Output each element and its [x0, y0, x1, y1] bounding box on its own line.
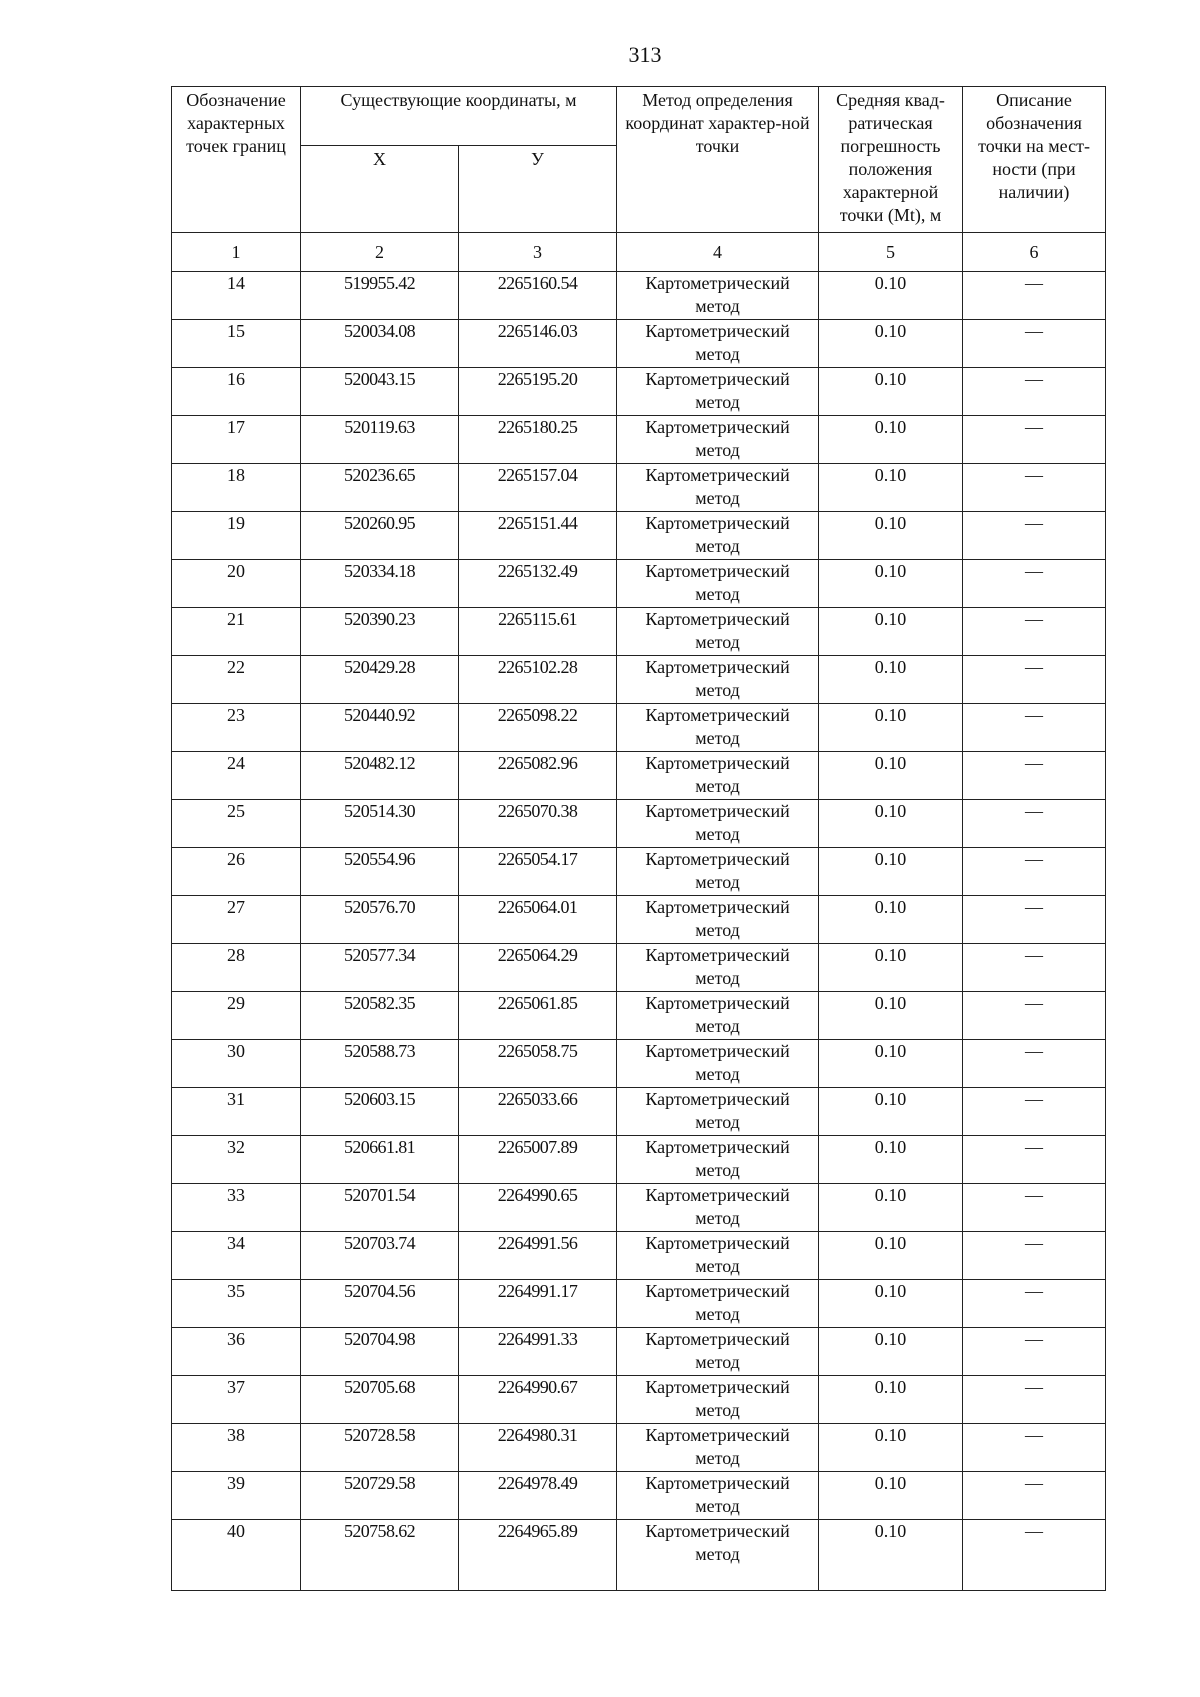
- description-cell: —: [963, 752, 1106, 800]
- method-cell: [617, 1088, 819, 1136]
- x-coordinate: 520034.08: [301, 320, 459, 368]
- method-line-1: Картометрический: [645, 321, 790, 341]
- table-row: [172, 800, 1106, 848]
- point-number: 22: [172, 656, 301, 704]
- method-line-1: Картометрический: [645, 849, 790, 869]
- method-line-1: Картометрический: [645, 1329, 790, 1349]
- y-coordinate: 2265146.03: [459, 320, 617, 368]
- method-cell: [617, 1328, 819, 1376]
- method-line-2: метод: [695, 1352, 740, 1372]
- mean-error: 0.10: [819, 1472, 963, 1520]
- x-coordinate: 520701.54: [301, 1184, 459, 1232]
- x-coordinate: 520554.96: [301, 848, 459, 896]
- method-cell: [617, 512, 819, 560]
- y-coordinate: 2265098.22: [459, 704, 617, 752]
- method-cell: [617, 272, 819, 320]
- method-line-1: Картометрический: [645, 1281, 790, 1301]
- page-number: 313: [628, 42, 662, 67]
- table-header: [172, 87, 1106, 272]
- table-row: [172, 1376, 1106, 1424]
- column-number: 2: [301, 233, 459, 272]
- description-cell: —: [963, 272, 1106, 320]
- x-coordinate: 520729.58: [301, 1472, 459, 1520]
- x-coordinate: 520119.63: [301, 416, 459, 464]
- table-row: [172, 560, 1106, 608]
- table-row: [172, 704, 1106, 752]
- y-coordinate: 2265007.89: [459, 1136, 617, 1184]
- method-line-1: Картометрический: [645, 897, 790, 917]
- x-coordinate: 520603.15: [301, 1088, 459, 1136]
- table-row: [172, 1040, 1106, 1088]
- description-cell: —: [963, 1184, 1106, 1232]
- description-cell: —: [963, 992, 1106, 1040]
- method-cell: [617, 560, 819, 608]
- x-coordinate: 520429.28: [301, 656, 459, 704]
- method-line-2: метод: [695, 1208, 740, 1228]
- mean-error: 0.10: [819, 464, 963, 512]
- y-coordinate: 2265160.54: [459, 272, 617, 320]
- mean-error: 0.10: [819, 944, 963, 992]
- method-line-2: метод: [695, 1544, 740, 1564]
- column-number: 5: [819, 233, 963, 272]
- table-row: [172, 1280, 1106, 1328]
- point-number: 37: [172, 1376, 301, 1424]
- table-row: [172, 1088, 1106, 1136]
- description-cell: —: [963, 320, 1106, 368]
- mean-error: 0.10: [819, 1040, 963, 1088]
- table-row: [172, 896, 1106, 944]
- method-cell: [617, 320, 819, 368]
- method-cell: [617, 416, 819, 464]
- x-coordinate: 520514.30: [301, 800, 459, 848]
- method-line-1: Картометрический: [645, 609, 790, 629]
- description-cell: —: [963, 608, 1106, 656]
- mean-error: 0.10: [819, 1184, 963, 1232]
- point-number: 30: [172, 1040, 301, 1088]
- column-number: 4: [617, 233, 819, 272]
- table-row: [172, 752, 1106, 800]
- x-coordinate: 520482.12: [301, 752, 459, 800]
- point-number: 31: [172, 1088, 301, 1136]
- method-line-1: Картометрический: [645, 753, 790, 773]
- point-number: 20: [172, 560, 301, 608]
- point-number: 18: [172, 464, 301, 512]
- description-cell: —: [963, 896, 1106, 944]
- x-coordinate: 520390.23: [301, 608, 459, 656]
- method-line-2: метод: [695, 1448, 740, 1468]
- x-coordinate: 520577.34: [301, 944, 459, 992]
- method-cell: [617, 896, 819, 944]
- x-coordinate: 520661.81: [301, 1136, 459, 1184]
- method-line-1: Картометрический: [645, 465, 790, 485]
- mean-error: 0.10: [819, 608, 963, 656]
- point-number: 25: [172, 800, 301, 848]
- point-number: 28: [172, 944, 301, 992]
- header-y: У: [459, 146, 617, 233]
- description-cell: —: [963, 560, 1106, 608]
- table-row: [172, 944, 1106, 992]
- point-number: 21: [172, 608, 301, 656]
- column-number: 1: [172, 233, 301, 272]
- method-line-2: метод: [695, 632, 740, 652]
- table-row: [172, 1136, 1106, 1184]
- y-coordinate: 2265058.75: [459, 1040, 617, 1088]
- method-cell: [617, 464, 819, 512]
- method-line-1: Картометрический: [645, 1377, 790, 1397]
- table-row: [172, 1520, 1106, 1591]
- method-line-1: Картометрический: [645, 561, 790, 581]
- description-cell: —: [963, 1520, 1106, 1591]
- point-number: 24: [172, 752, 301, 800]
- method-line-1: Картометрический: [645, 1473, 790, 1493]
- header-coordinates-group: Существующие координаты, м: [301, 87, 617, 146]
- point-number: 14: [172, 272, 301, 320]
- description-cell: —: [963, 848, 1106, 896]
- method-line-1: Картометрический: [645, 993, 790, 1013]
- method-line-1: Картометрический: [645, 1137, 790, 1157]
- y-coordinate: 2265070.38: [459, 800, 617, 848]
- x-coordinate: 520576.70: [301, 896, 459, 944]
- table-row: [172, 1232, 1106, 1280]
- method-line-1: Картометрический: [645, 417, 790, 437]
- x-coordinate: 520334.18: [301, 560, 459, 608]
- method-cell: [617, 1472, 819, 1520]
- mean-error: 0.10: [819, 320, 963, 368]
- method-line-2: метод: [695, 872, 740, 892]
- method-line-2: метод: [695, 680, 740, 700]
- method-line-2: метод: [695, 1016, 740, 1036]
- mean-error: 0.10: [819, 800, 963, 848]
- table-row: [172, 416, 1106, 464]
- table-row: [172, 464, 1106, 512]
- y-coordinate: 2265115.61: [459, 608, 617, 656]
- mean-error: 0.10: [819, 512, 963, 560]
- point-number: 35: [172, 1280, 301, 1328]
- point-number: 23: [172, 704, 301, 752]
- method-cell: [617, 368, 819, 416]
- table-row: [172, 1328, 1106, 1376]
- mean-error: 0.10: [819, 1424, 963, 1472]
- method-line-1: Картометрический: [645, 1521, 790, 1541]
- description-cell: —: [963, 1280, 1106, 1328]
- mean-error: 0.10: [819, 416, 963, 464]
- y-coordinate: 2264980.31: [459, 1424, 617, 1472]
- table-row: [172, 992, 1106, 1040]
- method-line-2: метод: [695, 584, 740, 604]
- y-coordinate: 2265054.17: [459, 848, 617, 896]
- y-coordinate: 2264990.67: [459, 1376, 617, 1424]
- point-number: 40: [172, 1520, 301, 1591]
- point-number: 32: [172, 1136, 301, 1184]
- description-cell: —: [963, 1328, 1106, 1376]
- method-cell: [617, 1232, 819, 1280]
- point-number: 36: [172, 1328, 301, 1376]
- table-row: [172, 272, 1106, 320]
- method-cell: [617, 944, 819, 992]
- mean-error: 0.10: [819, 368, 963, 416]
- boundary-points-table: [171, 86, 1106, 1591]
- mean-error: 0.10: [819, 656, 963, 704]
- mean-error: 0.10: [819, 1328, 963, 1376]
- table-row: [172, 1472, 1106, 1520]
- method-line-2: метод: [695, 1064, 740, 1084]
- method-line-2: метод: [695, 728, 740, 748]
- method-line-2: метод: [695, 536, 740, 556]
- method-line-2: метод: [695, 1112, 740, 1132]
- description-cell: —: [963, 704, 1106, 752]
- description-cell: —: [963, 944, 1106, 992]
- description-cell: —: [963, 800, 1106, 848]
- mean-error: 0.10: [819, 896, 963, 944]
- method-line-2: метод: [695, 440, 740, 460]
- mean-error: 0.10: [819, 1280, 963, 1328]
- mean-error: 0.10: [819, 704, 963, 752]
- method-cell: [617, 1184, 819, 1232]
- description-cell: —: [963, 1088, 1106, 1136]
- method-cell: [617, 656, 819, 704]
- x-coordinate: 520728.58: [301, 1424, 459, 1472]
- mean-error: 0.10: [819, 272, 963, 320]
- table-row: [172, 1424, 1106, 1472]
- point-number: 26: [172, 848, 301, 896]
- method-line-2: метод: [695, 296, 740, 316]
- table-row: [172, 848, 1106, 896]
- point-number: 27: [172, 896, 301, 944]
- description-cell: —: [963, 1424, 1106, 1472]
- description-cell: —: [963, 416, 1106, 464]
- method-line-1: Картометрический: [645, 705, 790, 725]
- header-point-designation: Обозначение характерных точек границ: [172, 87, 301, 233]
- y-coordinate: 2265033.66: [459, 1088, 617, 1136]
- point-number: 38: [172, 1424, 301, 1472]
- table-row: [172, 368, 1106, 416]
- x-coordinate: 520043.15: [301, 368, 459, 416]
- method-line-1: Картометрический: [645, 1185, 790, 1205]
- method-cell: [617, 1040, 819, 1088]
- y-coordinate: 2264990.65: [459, 1184, 617, 1232]
- method-line-1: Картометрический: [645, 369, 790, 389]
- method-line-1: Картометрический: [645, 1233, 790, 1253]
- x-coordinate: 520704.56: [301, 1280, 459, 1328]
- mean-error: 0.10: [819, 992, 963, 1040]
- column-number-row: [172, 233, 1106, 272]
- method-line-1: Картометрический: [645, 1041, 790, 1061]
- point-number: 16: [172, 368, 301, 416]
- y-coordinate: 2265151.44: [459, 512, 617, 560]
- x-coordinate: 520260.95: [301, 512, 459, 560]
- point-number: 34: [172, 1232, 301, 1280]
- method-line-2: метод: [695, 392, 740, 412]
- method-line-2: метод: [695, 1256, 740, 1276]
- point-number: 33: [172, 1184, 301, 1232]
- description-cell: —: [963, 1472, 1106, 1520]
- point-number: 17: [172, 416, 301, 464]
- method-line-2: метод: [695, 344, 740, 364]
- mean-error: 0.10: [819, 1520, 963, 1591]
- method-cell: [617, 992, 819, 1040]
- mean-error: 0.10: [819, 1088, 963, 1136]
- method-line-2: метод: [695, 776, 740, 796]
- method-cell: [617, 848, 819, 896]
- method-cell: [617, 1424, 819, 1472]
- y-coordinate: 2265064.01: [459, 896, 617, 944]
- method-cell: [617, 1376, 819, 1424]
- table-row: [172, 512, 1106, 560]
- point-number: 19: [172, 512, 301, 560]
- x-coordinate: 520582.35: [301, 992, 459, 1040]
- mean-error: 0.10: [819, 1232, 963, 1280]
- y-coordinate: 2265064.29: [459, 944, 617, 992]
- x-coordinate: 520705.68: [301, 1376, 459, 1424]
- x-coordinate: 520758.62: [301, 1520, 459, 1591]
- y-coordinate: 2265157.04: [459, 464, 617, 512]
- y-coordinate: 2265082.96: [459, 752, 617, 800]
- mean-error: 0.10: [819, 560, 963, 608]
- method-line-1: Картометрический: [645, 1089, 790, 1109]
- method-cell: [617, 1280, 819, 1328]
- method-line-2: метод: [695, 1496, 740, 1516]
- method-cell: [617, 800, 819, 848]
- method-line-2: метод: [695, 824, 740, 844]
- y-coordinate: 2265180.25: [459, 416, 617, 464]
- method-cell: [617, 704, 819, 752]
- y-coordinate: 2264991.56: [459, 1232, 617, 1280]
- header-x: X: [301, 146, 459, 233]
- description-cell: —: [963, 464, 1106, 512]
- description-cell: —: [963, 1040, 1106, 1088]
- method-line-1: Картометрический: [645, 513, 790, 533]
- method-line-1: Картометрический: [645, 1425, 790, 1445]
- table-row: [172, 320, 1106, 368]
- header-description: Описание обозначения точки на мест-ности (при наличии): [963, 87, 1106, 233]
- y-coordinate: 2264991.33: [459, 1328, 617, 1376]
- x-coordinate: 519955.42: [301, 272, 459, 320]
- x-coordinate: 520440.92: [301, 704, 459, 752]
- method-line-1: Картометрический: [645, 273, 790, 293]
- method-cell: [617, 608, 819, 656]
- y-coordinate: 2264991.17: [459, 1280, 617, 1328]
- y-coordinate: 2265061.85: [459, 992, 617, 1040]
- method-line-2: метод: [695, 920, 740, 940]
- x-coordinate: 520703.74: [301, 1232, 459, 1280]
- method-line-2: метод: [695, 1400, 740, 1420]
- method-line-1: Картометрический: [645, 945, 790, 965]
- description-cell: —: [963, 512, 1106, 560]
- description-cell: —: [963, 656, 1106, 704]
- mean-error: 0.10: [819, 1136, 963, 1184]
- mean-error: 0.10: [819, 848, 963, 896]
- mean-error: 0.10: [819, 1376, 963, 1424]
- column-number: 3: [459, 233, 617, 272]
- method-cell: [617, 1520, 819, 1591]
- mean-error: 0.10: [819, 752, 963, 800]
- table-body: [172, 272, 1106, 1591]
- point-number: 15: [172, 320, 301, 368]
- header-method: Метод определения координат характер-ной точки: [617, 87, 819, 233]
- y-coordinate: 2265195.20: [459, 368, 617, 416]
- method-cell: [617, 752, 819, 800]
- x-coordinate: 520704.98: [301, 1328, 459, 1376]
- method-line-2: метод: [695, 488, 740, 508]
- y-coordinate: 2265132.49: [459, 560, 617, 608]
- column-number: 6: [963, 233, 1106, 272]
- description-cell: —: [963, 1232, 1106, 1280]
- y-coordinate: 2265102.28: [459, 656, 617, 704]
- point-number: 29: [172, 992, 301, 1040]
- description-cell: —: [963, 1136, 1106, 1184]
- x-coordinate: 520588.73: [301, 1040, 459, 1088]
- method-line-2: метод: [695, 1160, 740, 1180]
- table-row: [172, 1184, 1106, 1232]
- description-cell: —: [963, 368, 1106, 416]
- point-number: 39: [172, 1472, 301, 1520]
- method-line-1: Картометрический: [645, 801, 790, 821]
- y-coordinate: 2264978.49: [459, 1472, 617, 1520]
- method-cell: [617, 1136, 819, 1184]
- header-mean-error: Средняя квад-ратическая погрешность положения характерной точки (Mt), м: [819, 87, 963, 233]
- method-line-2: метод: [695, 1304, 740, 1324]
- table-row: [172, 656, 1106, 704]
- x-coordinate: 520236.65: [301, 464, 459, 512]
- y-coordinate: 2264965.89: [459, 1520, 617, 1591]
- description-cell: —: [963, 1376, 1106, 1424]
- method-line-2: метод: [695, 968, 740, 988]
- method-line-1: Картометрический: [645, 657, 790, 677]
- table-row: [172, 608, 1106, 656]
